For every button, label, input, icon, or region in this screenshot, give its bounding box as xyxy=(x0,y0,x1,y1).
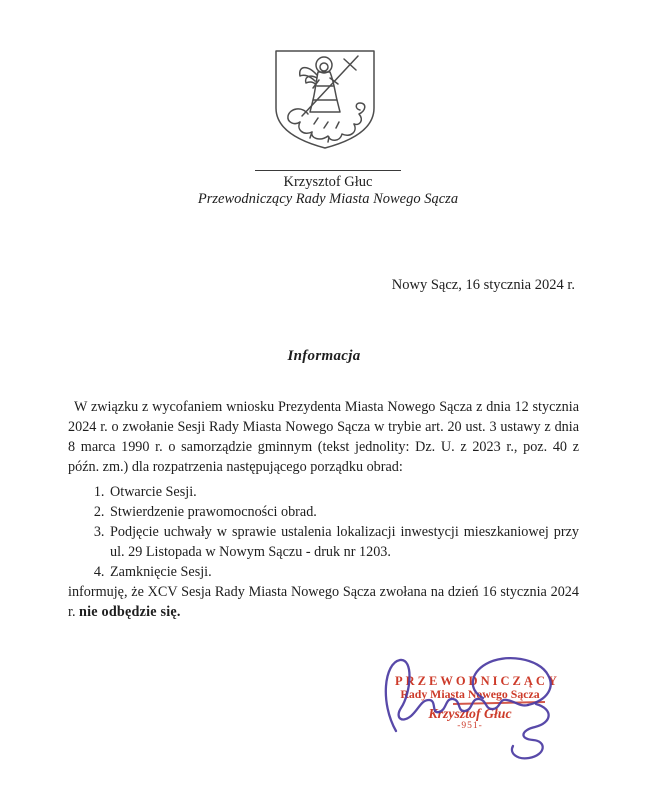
stamp-number: -951- xyxy=(457,721,483,731)
coat-of-arms-nowy-sacz-icon xyxy=(272,48,378,152)
letter-body xyxy=(68,397,579,622)
intro-paragraph: W związku z wycofaniem wniosku Prezydenta Miasta Nowego Sącza z dnia 12 stycznia 2024 r. o zwołanie Sesji Rady Miasta Nowego Sącza w trybie art. 20 ust. 3 ustawy z dnia 8 marca 1990 r. o samorządzie gminnym (tekst jednolity: Dz. U. z 2023 r., poz. 40 z późn. zm.) dla rozpatrzenia następującego porządku obrad: xyxy=(68,399,579,475)
document-heading: Informacja xyxy=(287,348,361,364)
sender-name: Krzysztof Głuc xyxy=(283,174,373,190)
closing-bold-text: nie odbędzie się. xyxy=(79,604,181,620)
agenda-item-4: 4. Zamknięcie Sesji. xyxy=(108,562,579,582)
stamp-title: PRZEWODNICZĄCY xyxy=(395,674,560,688)
place-date: Nowy Sącz, 16 stycznia 2024 r. xyxy=(391,277,575,293)
handwritten-signature-ink xyxy=(366,641,588,783)
sender-title: Przewodniczący Rady Miasta Nowego Sącza xyxy=(197,191,459,207)
agenda-list xyxy=(68,482,579,582)
sender-block xyxy=(155,170,501,208)
stamp-institution: Rady Miasta Nowego Sącza xyxy=(400,687,540,701)
closing-paragraph xyxy=(68,582,579,622)
signature-rule xyxy=(255,170,401,171)
stamp-name: Krzysztof Głuc xyxy=(428,706,512,721)
closing-text: informuję, że XCV Sesja Rady Miasta Nowego Sącza zwołana na dzień 16 stycznia 2024 r. xyxy=(68,584,579,620)
agenda-item-2: 2. Stwierdzenie prawomocności obrad. xyxy=(108,502,579,522)
agenda-item-3: 3. Podjęcie uchwały w sprawie ustalenia lokalizacji inwestycji mieszkaniowej przy ul. 29 Listopada w Nowym Sączu - druk nr 1203. xyxy=(108,522,579,562)
agenda-item-1: 1. Otwarcie Sesji. xyxy=(108,482,579,502)
